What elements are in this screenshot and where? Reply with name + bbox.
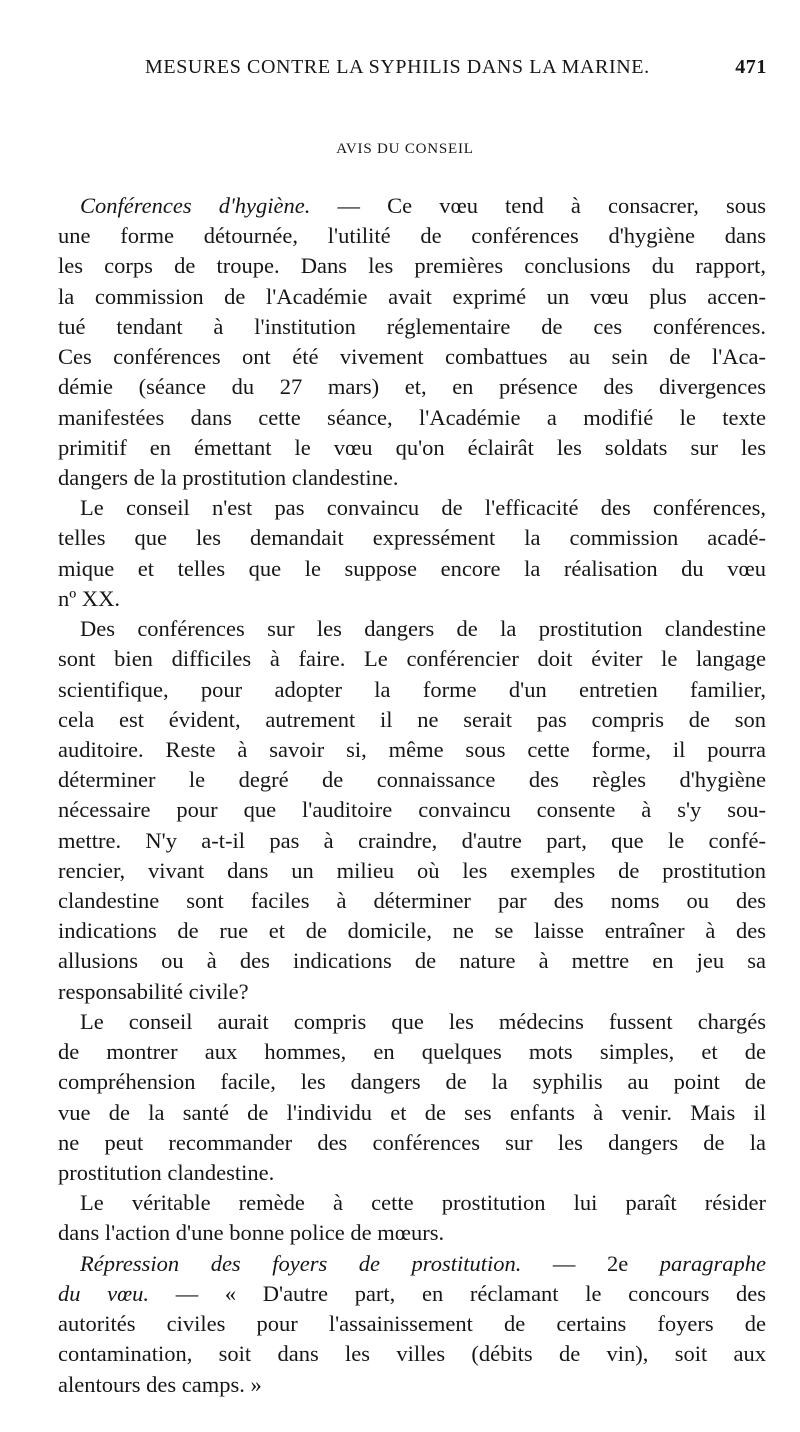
- text-line: compréhension facile, les dangers de la syphilis au point de: [58, 1069, 766, 1095]
- text-line: les corps de troupe. Dans les premières conclusions du rapport,: [58, 253, 766, 279]
- text-span: — Ce vœu tend à consacrer, sous: [310, 193, 766, 218]
- text-line: autorités civiles pour l'assainissement de certains foyers de: [58, 1311, 766, 1337]
- text-line: mique et telles que le suppose encore la réalisation du vœu: [58, 555, 766, 581]
- running-header: [145, 56, 767, 84]
- text-line: primitif en émettant le vœu qu'on éclairât les soldats sur les: [58, 434, 766, 460]
- text-span: — 2e: [521, 1250, 660, 1276]
- text-line: nº XX.: [58, 585, 120, 611]
- text-line: [58, 1279, 766, 1309]
- text-line: mettre. N'y a-t-il pas à craindre, d'autre part, que le confé-: [58, 827, 766, 853]
- text-line: vue de la santé de l'individu et de ses enfants à venir. Mais il: [58, 1099, 766, 1125]
- section-heading: AVIS DU CONSEIL: [336, 141, 474, 157]
- text-line: dans l'action d'une bonne police de mœurs.: [58, 1220, 445, 1246]
- text-line: ne peut recommander des conférences sur les dangers de la: [58, 1129, 766, 1155]
- text-line: auditoire. Reste à savoir si, même sous cette forme, il pourra: [58, 736, 766, 762]
- text-line: responsabilité civile?: [58, 978, 249, 1004]
- text-line: Le conseil n'est pas convaincu de l'efficacité des conférences,: [80, 495, 766, 521]
- text-line: Des conférences sur les dangers de la prostitution clandestine: [80, 616, 766, 642]
- text-line: cela est évident, autrement il ne serait pas compris de son: [58, 706, 766, 732]
- text-line: de montrer aux hommes, en quelques mots simples, et de: [58, 1039, 766, 1065]
- text-line: démie (séance du 27 mars) et, en présence des divergences: [58, 374, 766, 400]
- running-title: MESURES CONTRE LA SYPHILIS DANS LA MARINE.: [145, 56, 650, 78]
- text-line: scientifique, pour adopter la forme d'un entretien familier,: [58, 676, 766, 702]
- text-line: manifestées dans cette séance, l'Académie a modifié le texte: [58, 404, 766, 430]
- text-line: [58, 1249, 766, 1279]
- subsection-title: Conférences d'hygiène.: [80, 193, 311, 218]
- text-line: Le véritable remède à cette prostitution lui paraît résider: [80, 1190, 766, 1216]
- text-line: une forme détournée, l'utilité de conférences d'hygiène dans: [58, 223, 766, 249]
- subsection-title: Répression des foyers de prostitution.: [80, 1250, 522, 1276]
- text-line: Ces conférences ont été vivement combattues au sein de l'Aca-: [58, 344, 766, 370]
- text-line: tué tendant à l'institution réglementaire de ces conférences.: [58, 313, 766, 339]
- text-line: prostitution clandestine.: [58, 1160, 275, 1185]
- text-line: alentours des camps. »: [58, 1371, 262, 1397]
- text-line: clandestine sont faciles à déterminer par des noms ou des: [58, 888, 766, 914]
- text-line: rencier, vivant dans un milieu où les exemples de prostitution: [58, 857, 766, 883]
- body-text: [58, 191, 766, 1400]
- text-line: telles que les demandait expressément la commission acadé-: [58, 525, 766, 551]
- text-line: contamination, soit dans les villes (débits de vin), soit aux: [58, 1341, 766, 1367]
- text-line: sont bien difficiles à faire. Le conférencier doit éviter le langage: [58, 646, 766, 672]
- text-line: indications de rue et de domicile, ne se laisse entraîner à des: [58, 918, 766, 944]
- text-span: — « D'autre part, en réclamant le concours des: [149, 1280, 766, 1306]
- page-number: 471: [735, 56, 767, 78]
- text-line: Le conseil aurait compris que les médecins fussent chargés: [80, 1008, 766, 1034]
- subsection-title: du vœu.: [58, 1280, 150, 1306]
- text-line: allusions ou à des indications de nature à mettre en jeu sa: [58, 948, 766, 974]
- text-line: nécessaire pour que l'auditoire convaincu consente à s'y sou-: [58, 797, 766, 823]
- text-line: dangers de la prostitution clandestine.: [58, 464, 399, 490]
- text-line: la commission de l'Académie avait exprimé un vœu plus accen-: [58, 283, 766, 309]
- text-line: [58, 191, 766, 221]
- text-line: déterminer le degré de connaissance des règles d'hygiène: [58, 767, 766, 793]
- text-span: paragraphe: [659, 1250, 766, 1276]
